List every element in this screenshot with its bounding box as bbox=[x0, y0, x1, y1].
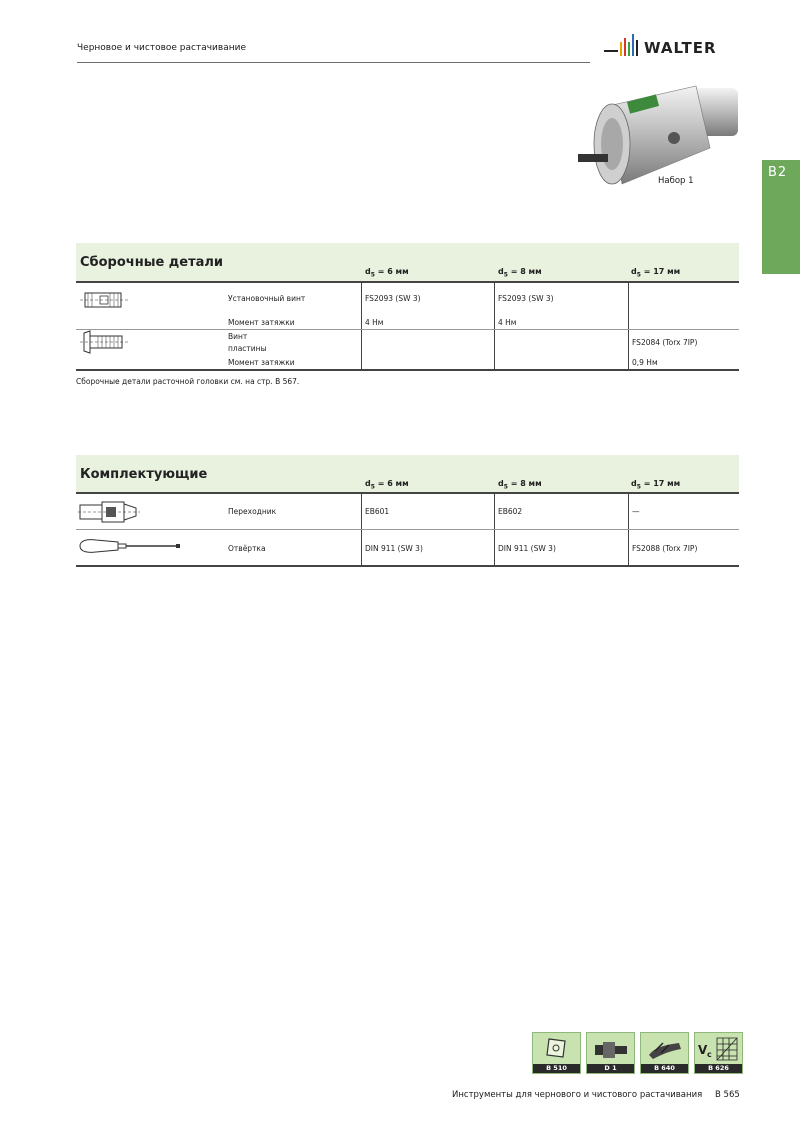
badge-cutting-data[interactable] bbox=[694, 1032, 743, 1074]
walter-logo bbox=[600, 30, 742, 62]
col-divider bbox=[494, 282, 495, 370]
row-divider bbox=[76, 529, 739, 530]
badge-tool[interactable] bbox=[640, 1032, 689, 1074]
assembly-col-17: $d_5 = 17$ мм bbox=[631, 267, 681, 279]
row-label: Винт bbox=[228, 332, 248, 341]
cell-value: FS2093 (SW 3) bbox=[498, 294, 554, 303]
row-label: Отвёртка bbox=[228, 544, 266, 553]
cell-value: DIN 911 (SW 3) bbox=[498, 544, 556, 553]
photo-caption: Набор 1 bbox=[658, 176, 694, 186]
svg-text:c: c bbox=[707, 1050, 712, 1059]
cell-value: 4 Нм bbox=[498, 318, 517, 327]
badge-label: B 510 bbox=[533, 1064, 580, 1073]
header-divider bbox=[77, 62, 590, 63]
page-number: B 565 bbox=[715, 1090, 740, 1100]
assembly-note: Сборочные детали расточной головки см. на стр. B 567. bbox=[76, 377, 300, 386]
adapter-icon bbox=[78, 499, 142, 525]
cell-value: EB601 bbox=[365, 507, 390, 516]
cutting-speed-icon bbox=[697, 1036, 739, 1062]
cell-value: FS2088 (Torx 7IP) bbox=[632, 544, 698, 553]
accessories-title: Комплектующие bbox=[80, 467, 208, 482]
svg-text:WALTER: WALTER bbox=[644, 39, 717, 57]
tool-hand-icon bbox=[645, 1037, 685, 1063]
screwdriver-icon bbox=[78, 536, 184, 556]
cell-value: 0,9 Нм bbox=[632, 358, 658, 367]
badge-label: B 640 bbox=[641, 1064, 688, 1073]
section-tab-label: B2 bbox=[768, 165, 788, 180]
cell-value: EB602 bbox=[498, 507, 523, 516]
accessories-col-17: $d_5 = 17$ мм bbox=[631, 479, 681, 491]
set-screw-icon bbox=[80, 288, 130, 312]
assembly-title: Сборочные детали bbox=[80, 255, 224, 270]
row-label: Момент затяжки bbox=[228, 318, 295, 327]
badge-insert[interactable] bbox=[532, 1032, 581, 1074]
accessories-bottom-rule bbox=[76, 565, 739, 567]
badge-adapter[interactable] bbox=[586, 1032, 635, 1074]
assembly-top-rule bbox=[76, 281, 739, 283]
accessories-top-rule bbox=[76, 492, 739, 494]
assembly-col-6: $d_5 = 6$ мм bbox=[365, 267, 409, 279]
col-divider bbox=[628, 282, 629, 370]
cell-value: FS2084 (Torx 7IP) bbox=[632, 338, 698, 347]
header-title: Черновое и чистовое растачивание bbox=[77, 43, 246, 53]
badge-label: B 626 bbox=[695, 1064, 742, 1073]
col-divider bbox=[361, 282, 362, 370]
accessories-col-6: $d_5 = 6$ мм bbox=[365, 479, 409, 491]
row-label: Переходник bbox=[228, 507, 277, 516]
svg-text:V: V bbox=[698, 1043, 708, 1057]
row-label: пластины bbox=[228, 344, 267, 353]
cell-value: DIN 911 (SW 3) bbox=[365, 544, 423, 553]
assembly-col-8: $d_5 = 8$ мм bbox=[498, 267, 542, 279]
boring-head-photo bbox=[578, 78, 740, 190]
assembly-bottom-rule bbox=[76, 369, 739, 371]
assembly-header bbox=[76, 243, 739, 281]
cell-value: — bbox=[632, 507, 640, 516]
badge-label: D 1 bbox=[587, 1064, 634, 1073]
footer-title: Инструменты для чернового и чистового растачивания bbox=[452, 1090, 703, 1100]
row-label: Момент затяжки bbox=[228, 358, 295, 367]
row-divider bbox=[76, 329, 739, 330]
cell-value: FS2093 (SW 3) bbox=[365, 294, 421, 303]
accessories-header bbox=[76, 455, 739, 493]
section-tab[interactable] bbox=[762, 160, 800, 274]
insert-screw-icon bbox=[80, 330, 130, 354]
toolholder-icon bbox=[593, 1039, 629, 1061]
row-label: Установочный винт bbox=[228, 294, 306, 303]
accessories-col-8: $d_5 = 8$ мм bbox=[498, 479, 542, 491]
cell-value: 4 Нм bbox=[365, 318, 384, 327]
insert-icon bbox=[543, 1037, 569, 1061]
